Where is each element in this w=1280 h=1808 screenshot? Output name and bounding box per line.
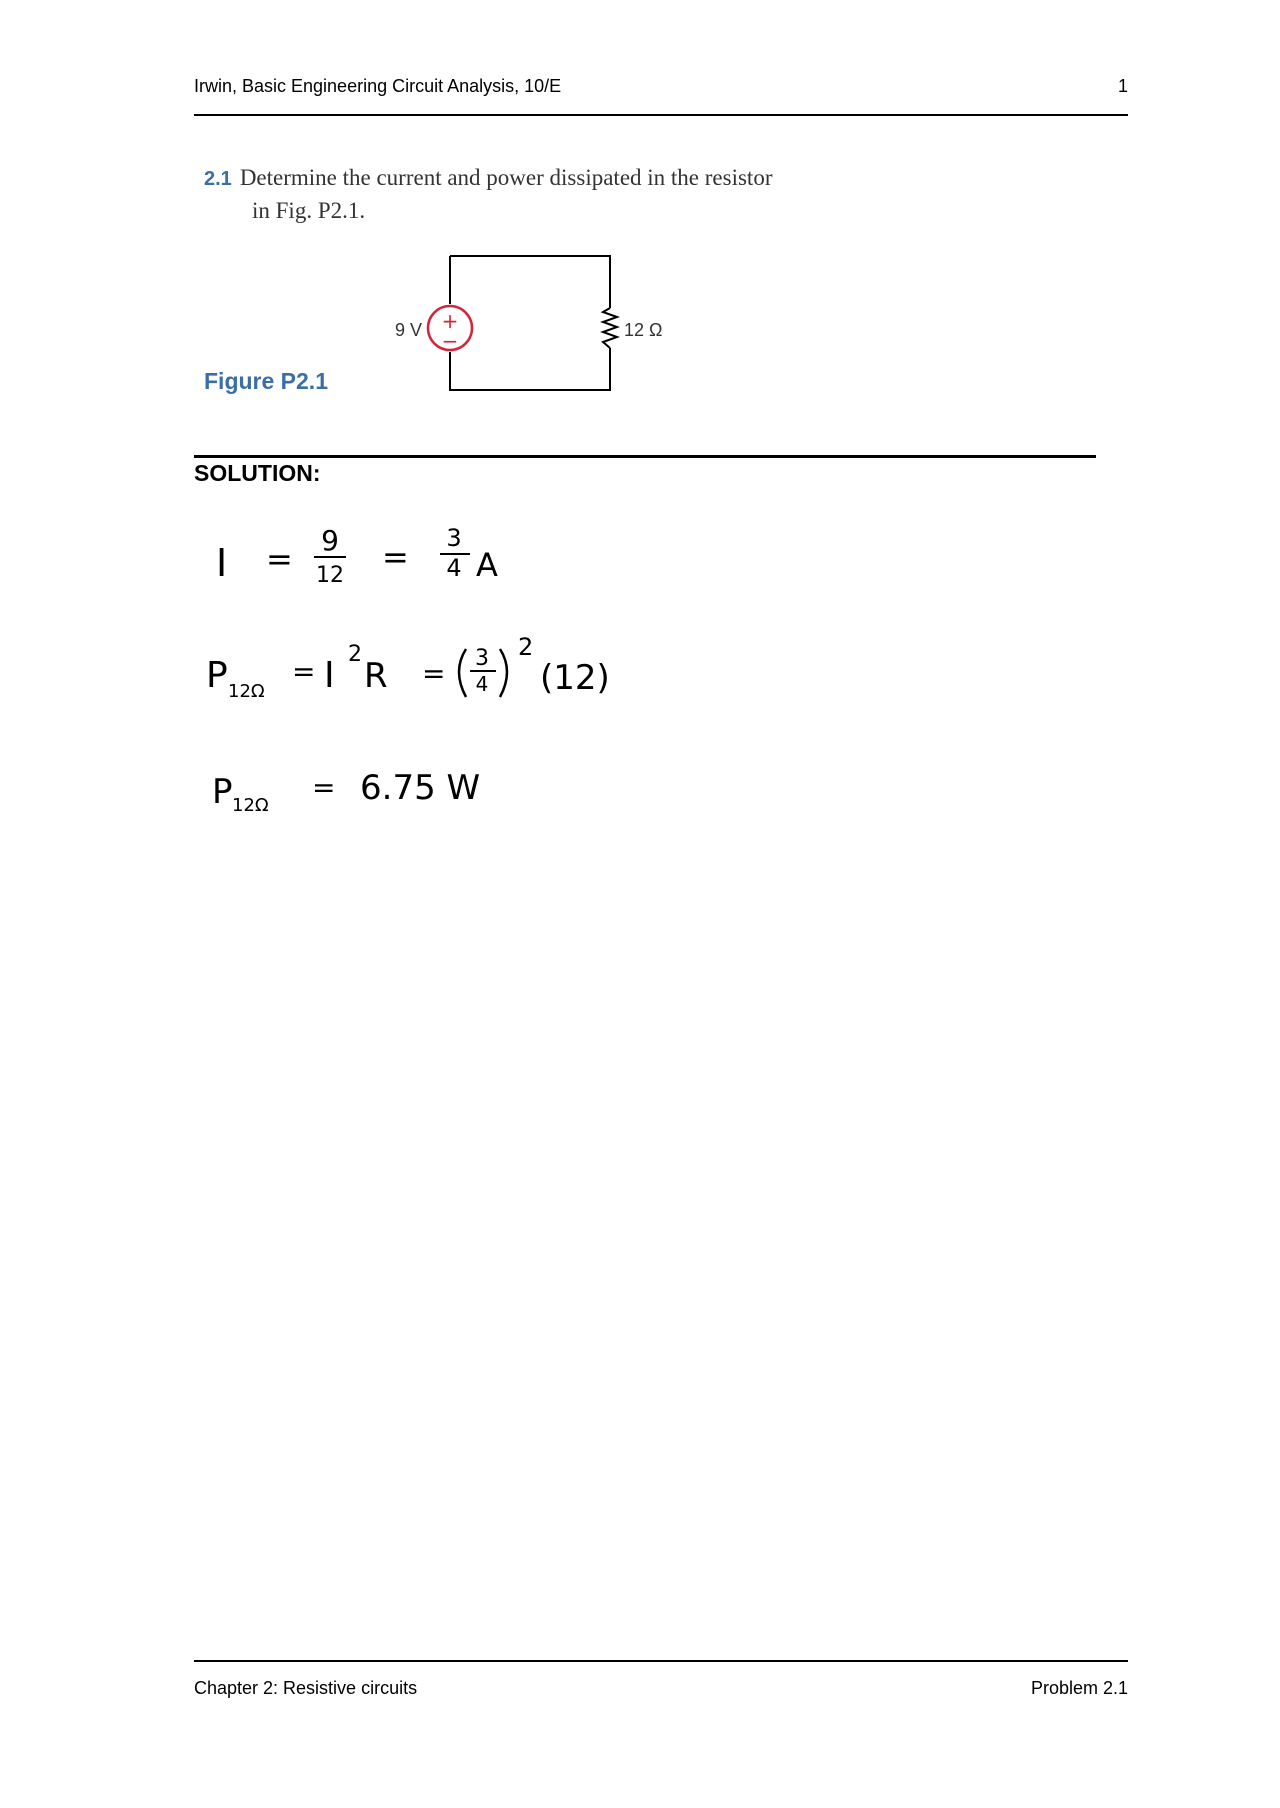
eq2-open-paren [459,649,466,697]
eq1-denominator1: 12 [316,563,344,588]
header-rule [194,114,1128,116]
footer-problem: Problem 2.1 [1030,1678,1128,1698]
eq3-lhs-subscript: 12Ω [232,795,269,816]
equation-power-result [200,745,540,835]
eq2-current-exponent: 2 [348,642,362,667]
footer-rule [194,1660,1128,1662]
eq3-lhs: P [212,772,233,812]
eq2-resistance-value: (12) [540,658,610,698]
problem-statement [204,162,772,227]
figure-caption: Figure P2.1 [204,368,328,394]
eq3-equals: = [312,771,336,804]
eq1-lhs: I [216,541,228,585]
resistor-label: 12 Ω [624,320,663,340]
eq1-equals: = [266,540,293,578]
eq3-value: 6.75 W [360,768,481,808]
problem-text-line2: in Fig. P2.1. [252,198,366,223]
eq2-close-paren [500,649,507,697]
eq1-equals2: = [382,538,409,576]
header-title: Irwin, Basic Engineering Circuit Analysis, 10/E [194,76,562,96]
equation-current [200,510,540,600]
eq2-fraction-denominator: 4 [475,672,489,696]
eq2-resistance-symbol: R [364,656,388,696]
circuit-diagram [370,248,700,398]
source-plus-sign: + [441,309,459,333]
eq1-numerator2: 3 [446,524,462,552]
source-label: 9 V [394,320,422,340]
problem-text-line1: Determine the current and power dissipated in the resistor [239,165,773,190]
eq2-exponent: 2 [518,633,534,661]
eq2-current-symbol: I [324,655,335,696]
eq2-equals2: = [422,657,446,690]
solution-title: SOLUTION: [194,460,321,486]
eq2-lhs-subscript: 12Ω [228,681,265,702]
footer-chapter: Chapter 2: Resistive circuits [194,1678,418,1698]
eq1-denominator2: 4 [446,554,462,582]
circuit-wire [450,256,610,390]
eq1-numerator1: 9 [321,524,339,557]
problem-number: 2.1 [204,168,232,190]
eq2-lhs: P [206,655,228,696]
solution-rule [194,455,1096,458]
eq1-unit: A [476,546,498,584]
equation-power-formula [200,625,720,715]
source-minus-sign: − [441,329,459,353]
page-number: 1 [1117,76,1128,96]
resistor-symbol [603,308,617,348]
eq2-equals: = [292,655,316,688]
eq2-fraction-numerator: 3 [475,646,489,671]
